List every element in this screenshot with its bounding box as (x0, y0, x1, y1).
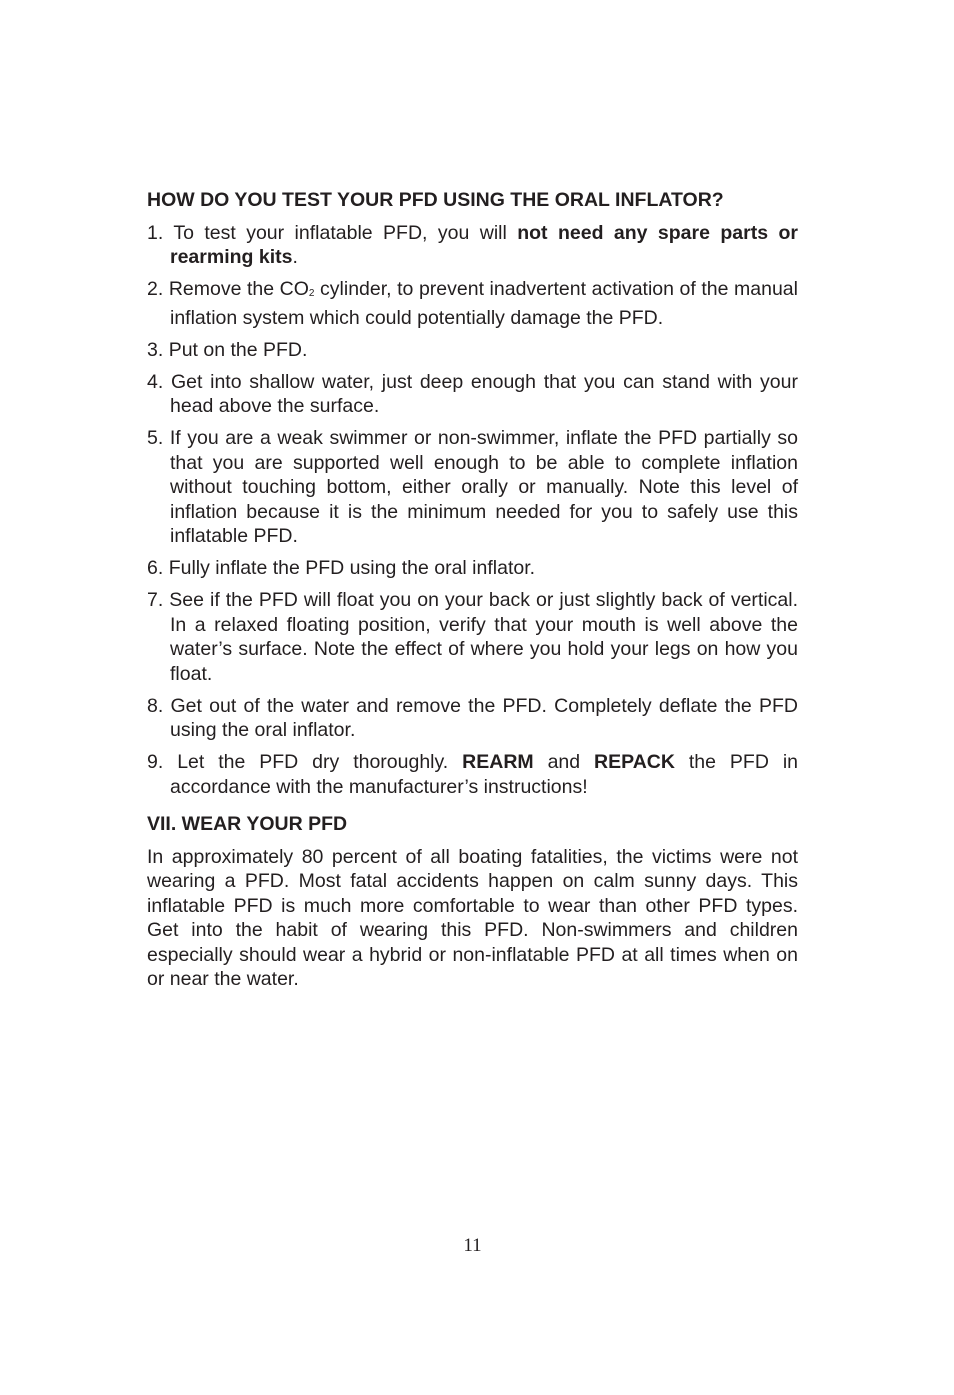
item-text: Remove the CO (168, 278, 309, 300)
item-text: Let the PFD dry thoroughly. (177, 751, 463, 773)
item-bold-text: REPACK (594, 751, 675, 773)
item-number: 8. (147, 694, 164, 717)
test-steps-list (147, 221, 798, 800)
list-item (147, 338, 798, 363)
item-number: 1. (147, 221, 164, 244)
item-text: and (533, 751, 595, 773)
item-text: the PFD in accordance with the manufacturer’s instructions! (170, 751, 799, 798)
item-number: 4. (147, 370, 164, 393)
item-text: cylinder, to prevent inadvertent activation of the manual inflation system which could potentially damage the PFD. (170, 278, 798, 329)
item-bold-text: REARM (462, 751, 534, 773)
list-item (147, 588, 798, 686)
item-text: Get into shallow water, just deep enough that you can stand with your head above the surface. (170, 370, 798, 417)
item-number: 7. (147, 589, 164, 611)
item-text: Get out of the water and remove the PFD. Completely deflate the PFD using the oral inflator. (170, 694, 799, 741)
item-number: 6. (147, 557, 164, 579)
item-subscript: 2 (308, 288, 315, 299)
item-text: If you are a weak swimmer or non-swimmer, inflate the PFD partially so that you are supported well enough to be able to complete inflation without touching bottom, either orally or manually. Note this level of inflation because it is the minimum needed for you to safely use this inflatable PFD. (169, 427, 798, 547)
item-text: . (292, 246, 298, 268)
item-bold-text: not need any spare parts or rearming kits (170, 221, 798, 268)
page-content (147, 188, 798, 992)
section-heading-oral-inflator-test: HOW DO YOU TEST YOUR PFD USING THE ORAL INFLATOR? (147, 189, 724, 211)
item-number: 9. (147, 751, 164, 773)
list-item (147, 221, 798, 270)
item-number: 3. (147, 338, 164, 361)
list-item (147, 750, 798, 799)
list-item (147, 694, 798, 743)
list-item (147, 426, 798, 549)
item-number: 5. (147, 427, 164, 449)
section-heading-wear-your-pfd: VII. WEAR YOUR PFD (147, 813, 348, 835)
page-number: 11 (463, 1235, 482, 1256)
list-item (147, 556, 798, 581)
list-item (147, 277, 798, 330)
item-text: See if the PFD will float you on your back or just slightly back of vertical. In a relaxed floating position, verify that your mouth is well above the water’s surface. Note the effect of where you hold your legs on how you float. (169, 589, 799, 685)
list-item (147, 370, 798, 419)
wear-pfd-paragraph: In approximately 80 percent of all boating fatalities, the victims were not wearing a PFD. Most fatal accidents happen on calm sunny days. This inflatable PFD is much more comfortable to wear than other PFD types. Get into the habit of wearing this PFD. Non-swimmers and children especially should wear a hybrid or non-inflatable PFD at all times when on or near the water. (147, 845, 798, 990)
item-text: To test your inflatable PFD, you will (173, 221, 518, 244)
item-text: Put on the PFD. (168, 338, 308, 361)
item-number: 2. (147, 278, 164, 300)
item-text: Fully inflate the PFD using the oral inflator. (168, 557, 536, 579)
